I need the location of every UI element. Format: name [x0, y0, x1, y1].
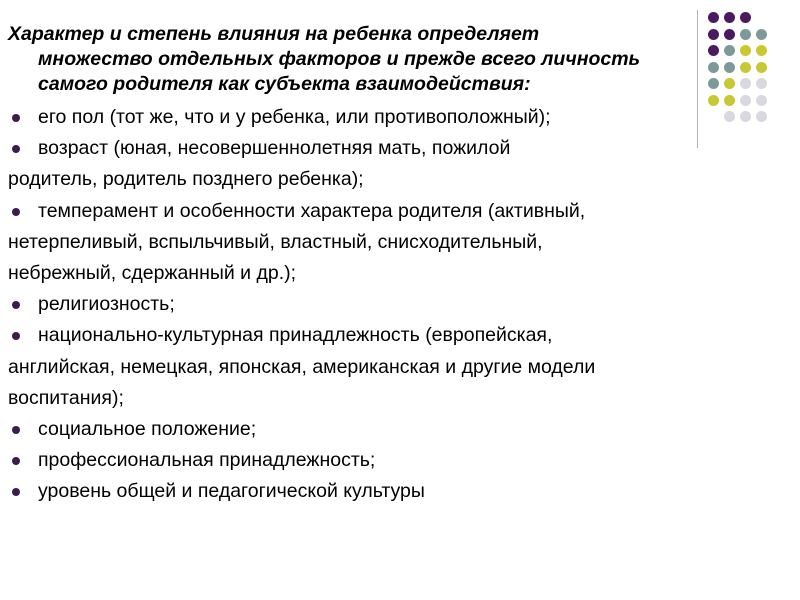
title-line: самого родителя как субъекта взаимодействия:	[38, 73, 531, 95]
bullet-dot-icon	[12, 457, 20, 465]
bullet-continuation	[8, 383, 788, 414]
bullet-text: его пол (тот же, что и у ребенка, или противоположный);	[38, 106, 551, 128]
bullet-item	[8, 320, 788, 351]
bullet-dot-icon	[12, 426, 20, 434]
bullet-continuation	[8, 164, 788, 195]
bullet-text: английская, немецкая, японская, американская и другие модели	[8, 355, 596, 378]
bullet-text: национально-культурная принадлежность (европейская,	[38, 324, 553, 347]
bullet-item	[8, 445, 788, 476]
bullet-text: религиозность;	[38, 293, 175, 316]
bullet-text: нетерпеливый, вспыльчивый, властный, снисходительный,	[8, 230, 543, 253]
bullet-text: воспитания);	[8, 386, 124, 409]
bullet-text: уровень общей и педагогической культуры	[38, 480, 425, 503]
bullet-item	[8, 414, 788, 445]
title-line: Характер и степень влияния на ребенка определяет	[8, 23, 540, 45]
title-line: множество отдельных факторов и прежде всего личность	[38, 48, 641, 70]
bullet-item	[8, 133, 788, 164]
bullet-item	[8, 196, 788, 227]
bullet-list	[8, 102, 788, 507]
slide-title	[8, 22, 768, 97]
bullet-continuation	[8, 227, 788, 258]
bullet-text: социальное положение;	[38, 417, 257, 440]
bullet-text: возраст (юная, несовершеннолетняя мать, пожилой	[38, 137, 511, 160]
bullet-continuation	[8, 352, 788, 383]
bullet-text: родитель, родитель позднего ребенка);	[8, 168, 364, 191]
bullet-dot-icon	[12, 114, 20, 122]
bullet-dot-icon	[12, 208, 20, 216]
bullet-item	[8, 289, 788, 320]
bullet-text: профессиональная принадлежность;	[38, 449, 376, 472]
bullet-text: темперамент и особенности характера родителя (активный,	[38, 199, 586, 222]
bullet-continuation	[8, 258, 788, 289]
bullet-item	[8, 476, 788, 507]
bullet-item	[8, 102, 788, 133]
bullet-text: небрежный, сдержанный и др.);	[8, 261, 297, 284]
